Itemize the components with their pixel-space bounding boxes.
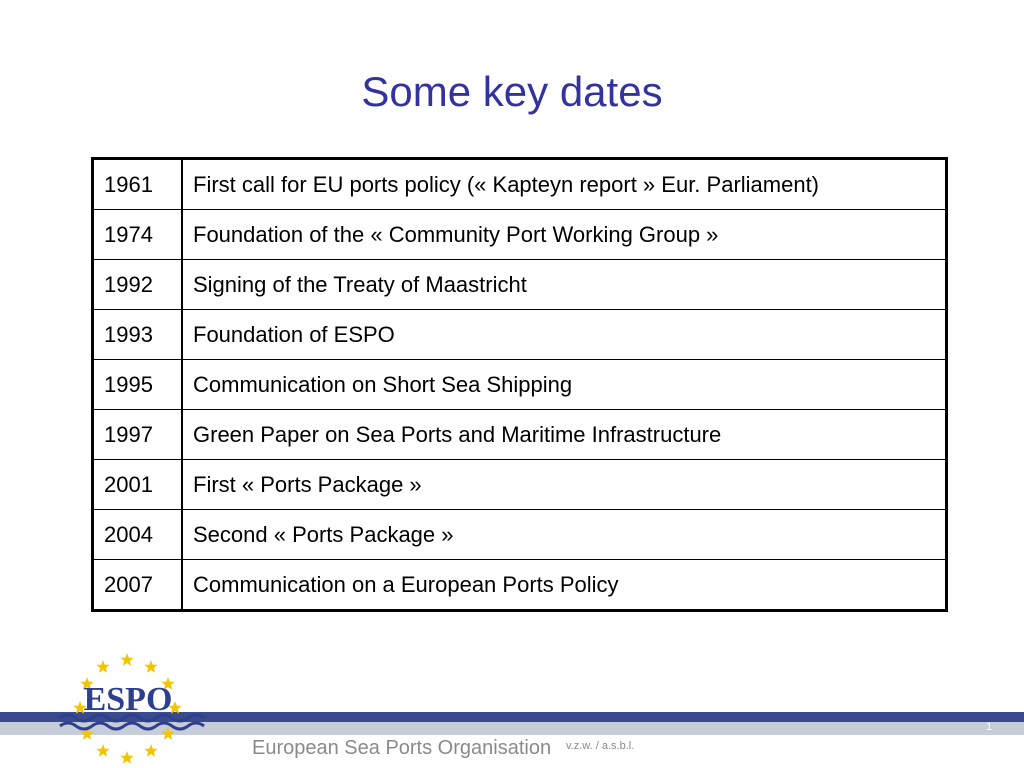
event-cell: Green Paper on Sea Ports and Maritime Infrastructure xyxy=(182,410,947,460)
table-row xyxy=(93,510,947,560)
logo-text: ESPO xyxy=(83,681,173,718)
page-number: 1 xyxy=(986,721,993,733)
event-cell: First call for EU ports policy (« Kapteyn report » Eur. Parliament) xyxy=(182,159,947,210)
year-cell: 1995 xyxy=(93,360,183,410)
year-cell: 2001 xyxy=(93,460,183,510)
event-cell: Communication on Short Sea Shipping xyxy=(182,360,947,410)
year-cell: 1961 xyxy=(93,159,183,210)
table-row xyxy=(93,410,947,460)
table-row xyxy=(93,260,947,310)
event-cell: First « Ports Package » xyxy=(182,460,947,510)
event-cell: Communication on a European Ports Policy xyxy=(182,560,947,611)
table-row xyxy=(93,460,947,510)
legal-form: v.z.w. / a.s.b.l. xyxy=(566,740,635,752)
espo-logo-icon xyxy=(40,648,240,768)
year-cell: 2004 xyxy=(93,510,183,560)
year-cell: 1974 xyxy=(93,210,183,260)
event-cell: Foundation of the « Community Port Working Group » xyxy=(182,210,947,260)
year-cell: 1992 xyxy=(93,260,183,310)
table-row xyxy=(93,560,947,611)
year-cell: 2007 xyxy=(93,560,183,611)
year-cell: 1997 xyxy=(93,410,183,460)
table-row xyxy=(93,210,947,260)
organisation-name: European Sea Ports Organisation xyxy=(252,737,552,759)
event-cell: Second « Ports Package » xyxy=(182,510,947,560)
table-row xyxy=(93,360,947,410)
event-cell: Signing of the Treaty of Maastricht xyxy=(182,260,947,310)
table-row xyxy=(93,310,947,360)
table-row xyxy=(93,159,947,210)
slide-title: Some key dates xyxy=(361,68,663,115)
key-dates-table xyxy=(91,157,948,612)
event-cell: Foundation of ESPO xyxy=(182,310,947,360)
year-cell: 1993 xyxy=(93,310,183,360)
